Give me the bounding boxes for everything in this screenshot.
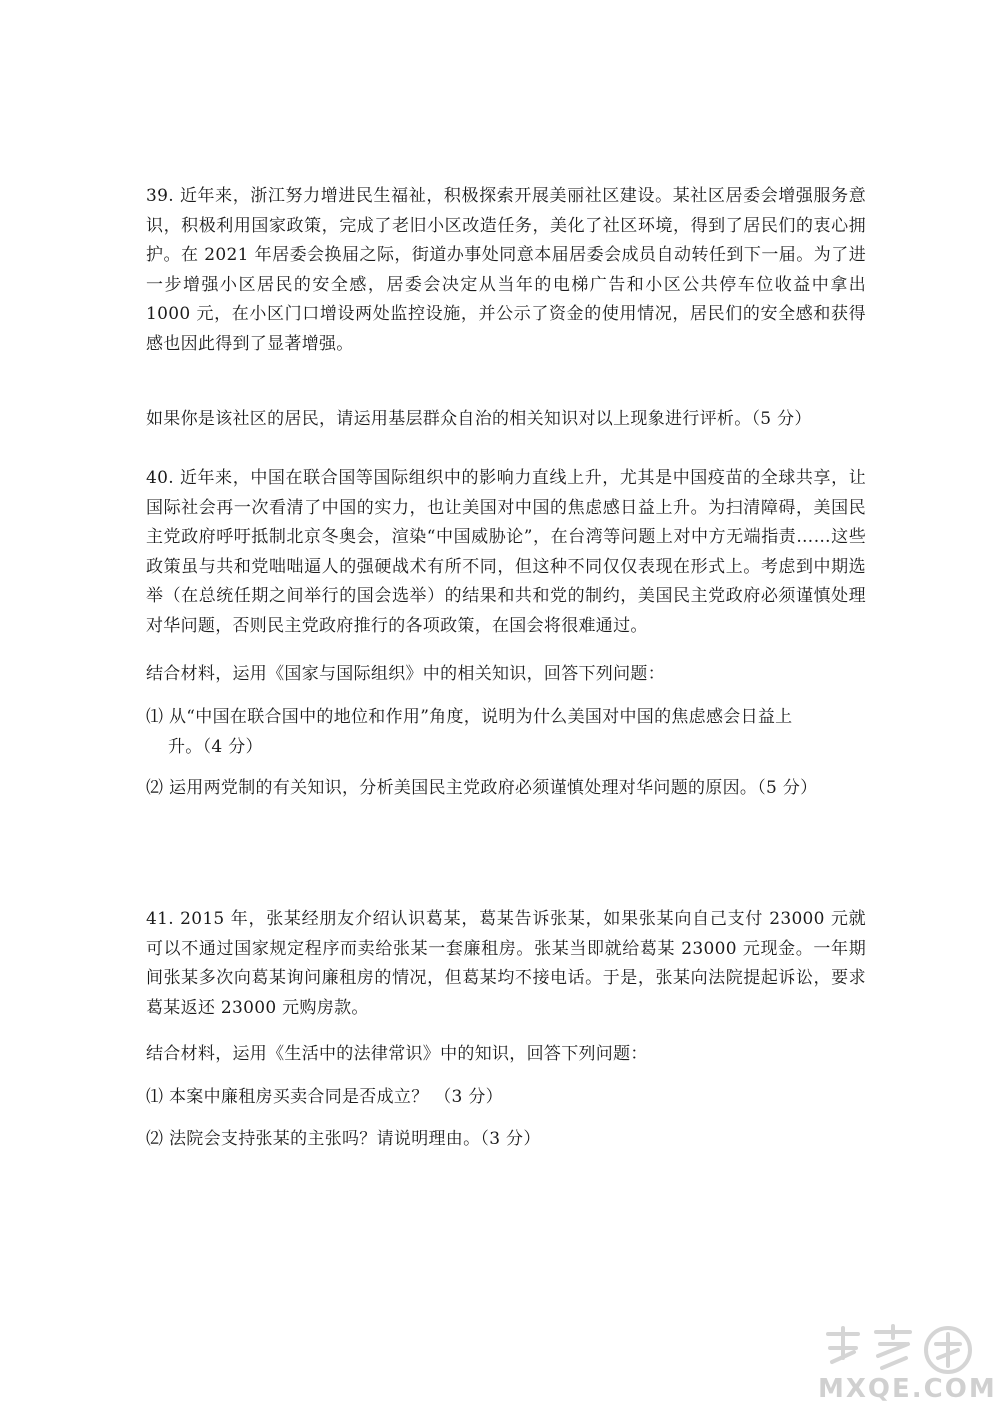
question-40-sub-1-line-2: 升。（4 分） [168,737,263,757]
question-40-sub-2: ⑵ 运用两党制的有关知识，分析美国民主党政府必须谨慎处理对华问题的原因。（5 分） [146,778,818,798]
question-40-sub-1-line-1: ⑴ 从“中国在联合国中的地位和作用”角度，说明为什么美国对中国的焦虑感会日益上 [146,707,793,727]
question-41-sub-2: ⑵ 法院会支持张某的主张吗？请说明理由。（3 分） [146,1129,541,1149]
watermark-text: MXQE.COM [818,1374,997,1404]
watermark [818,1322,997,1412]
question-39-prompt: 如果你是该社区的居民，请运用基层群众自治的相关知识对以上现象进行评析。（5 分） [146,409,812,429]
question-41-stem: 41. 2015 年，张某经朋友介绍认识葛某，葛某告诉张某，如果张某向自己支付 23000 元就可以不通过国家规定程序而卖给张某一套廉租房。张某当即就给葛某 23000 元现金。一年期间张某多次向葛某询问廉租房的情况，但葛某均不接电话。于是，张某向法院提起诉讼，要求葛某返还 23000 元购房款。 [146,909,866,1018]
question-40-stem: 40. 近年来，中国在联合国等国际组织中的影响力直线上升，尤其是中国疫苗的全球共享，让国际社会再一次看清了中国的实力，也让美国对中国的焦虑感日益上升。为扫清障碍，美国民主党政府呼吁抵制北京冬奥会，渲染“中国威胁论”，在台湾等问题上对中方无端指责……这些政策虽与共和党咄咄逼人的强硬战术有所不同，但这种不同仅仅表现在形式上。考虑到中期选举（在总统任期之间举行的国会选举）的结果和共和党的制约，美国民主党政府必须谨慎处理对华问题，否则民主党政府推行的各项政策，在国会将很难通过。 [146,468,866,636]
question-41-prompt: 结合材料，运用《生活中的法律常识》中的知识，回答下列问题： [146,1044,648,1064]
answer-logo-icon [818,1322,978,1382]
question-40-sub-1 [146,702,866,762]
question-41-sub-1: ⑴ 本案中廉租房买卖合同是否成立？ （3 分） [146,1087,503,1107]
question-40-prompt: 结合材料，运用《国家与国际组织》中的相关知识，回答下列问题： [146,664,665,684]
question-39-stem: 39. 近年来，浙江努力增进民生福祉，积极探索开展美丽社区建设。某社区居委会增强服务意识，积极利用国家政策，完成了老旧小区改造任务，美化了社区环境，得到了居民们的衷心拥护。在 2021 年居委会换届之际，街道办事处同意本届居委会成员自动转任到下一届。为了进一步增强小区居民的安全感，居委会决定从当年的电梯广告和小区公共停车位收益中拿出 1000 元，在小区门口增设两处监控设施，并公示了资金的使用情况，居民们的安全感和获得感也因此得到了显著增强。 [146,186,866,354]
